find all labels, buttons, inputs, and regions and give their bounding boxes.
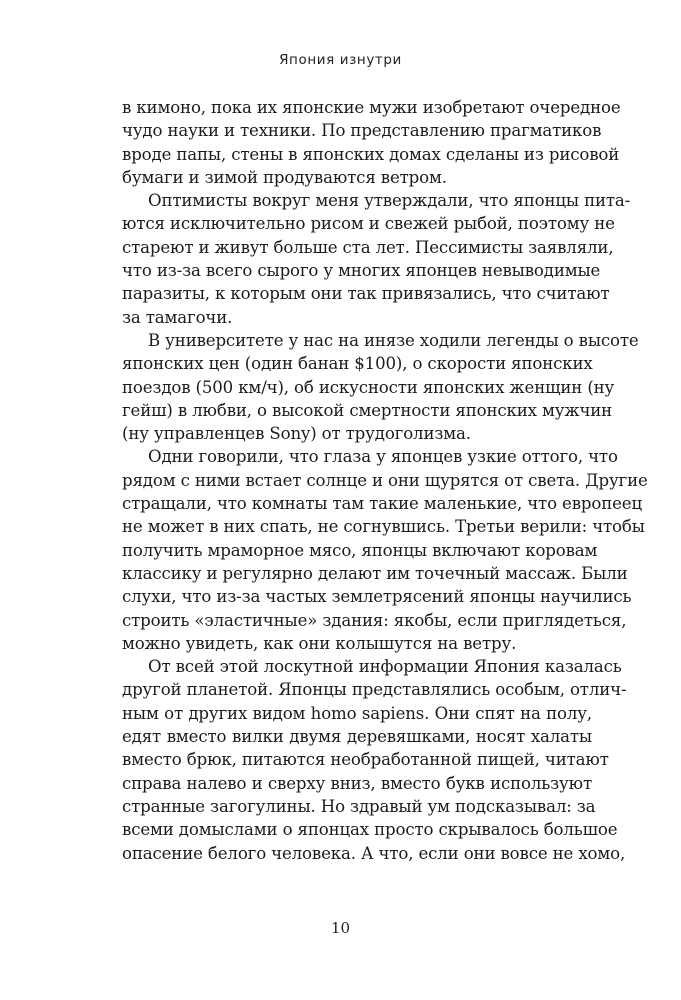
running-header-title: Япония изнутри — [279, 52, 402, 68]
paragraph-start-line: В университете у нас на инязе ходили легенды о высоте — [148, 330, 639, 350]
text-line: ным от других видом homo sapiens. Они спят на полу, — [122, 703, 592, 723]
text-line: бумаги и зимой продуваются ветром. — [122, 167, 447, 187]
page-number: 10 — [330, 919, 351, 937]
text-line: (ну управленцев Sony) от трудоголизма. — [122, 424, 471, 444]
text-line: не может в них спать, не согнувшись. Третьи верили: чтобы — [122, 517, 645, 537]
text-line: паразиты, к которым они так привязались, что считают — [122, 284, 610, 304]
text-line: вроде папы, стены в японских домах сделаны из рисовой — [122, 144, 620, 164]
paragraph-start-line: Оптимисты вокруг меня утверждали, что японцы пита- — [148, 191, 631, 211]
text-line: классику и регулярно делают им точечный массаж. Были — [122, 563, 628, 583]
text-line: слухи, что из-за частых землетрясений японцы научились — [122, 587, 632, 607]
text-line: можно увидеть, как они колышутся на ветру. — [122, 633, 517, 653]
text-line: опасение белого человека. А что, если они вовсе не хомо, — [122, 843, 626, 863]
text-line: справа налево и сверху вниз, вместо букв используют — [122, 773, 592, 793]
body-text — [122, 96, 648, 865]
text-line: гейш) в любви, о высокой смертности японских мужчин — [122, 400, 613, 420]
text-line: ются исключительно рисом и свежей рыбой, поэтому не — [122, 214, 615, 234]
paragraph-start-line: Одни говорили, что глаза у японцев узкие оттого, что — [148, 447, 618, 467]
text-line: в кимоно, пока их японские мужи изобретают очередное — [122, 98, 621, 117]
text-line: японских цен (один банан $100), о скорости японских — [122, 354, 593, 374]
text-line: строить «эластичные» здания: якобы, если приглядеться, — [122, 610, 627, 630]
text-line: вместо брюк, питаются необработанной пищей, читают — [122, 750, 609, 770]
text-line: другой планетой. Японцы представлялись особым, отлич- — [122, 680, 627, 700]
text-line: поездов (500 км/ч), об искусности японских женщин (ну — [122, 377, 615, 397]
text-line: странные загогулины. Но здравый ум подсказывал: за — [122, 796, 596, 816]
text-line: стращали, что комнаты там такие маленькие, что европеец — [122, 494, 642, 514]
text-line: за тамагочи. — [122, 307, 233, 327]
paragraph-start-line: От всей этой лоскутной информации Япония казалась — [148, 657, 622, 677]
text-line: получить мраморное мясо, японцы включают коровам — [122, 540, 598, 560]
text-line: чудо науки и техники. По представлению прагматиков — [122, 121, 602, 141]
text-line: что из-за всего сырого у многих японцев невыводимые — [122, 261, 601, 281]
text-line: всеми домыслами о японцах просто скрывалось большое — [122, 820, 618, 840]
text-line: едят вместо вилки двумя деревяшками, носят халаты — [122, 727, 592, 747]
text-line: стареют и живут больше ста лет. Пессимисты заявляли, — [122, 237, 614, 257]
text-line: рядом с ними встает солнце и они щурятся от света. Другие — [122, 470, 648, 490]
